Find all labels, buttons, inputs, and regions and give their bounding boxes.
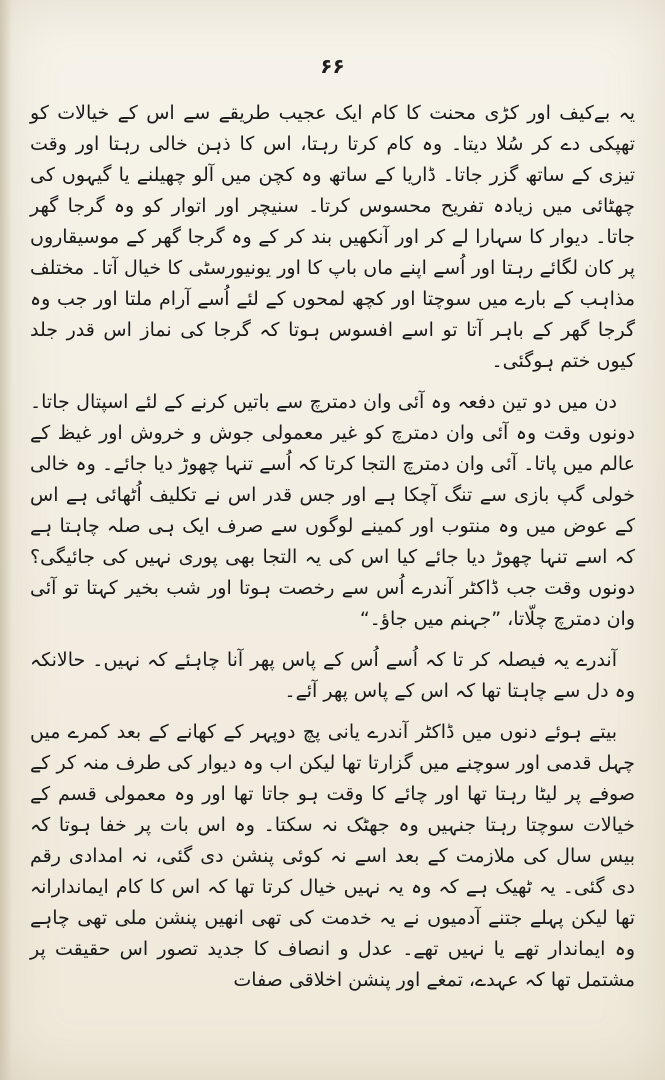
paragraph-3: آندرے یہ فیصلہ کر تا کہ اُسے اُس کے پاس پھر آنا چاہئے کہ نہیں۔ حالانکہ وہ دل سے چاہتا تھا کہ اس کے پاس پھر آئے۔ <box>30 649 635 702</box>
paragraph-2: دن میں دو تین دفعہ وہ آئی وان دمترچ سے باتیں کرنے کے لئے اسپتال جاتا۔ دونوں وقت وہ آئی وان دمترچ کو غیر معمولی جوش و خروش اور غیظ کے عالم میں پاتا۔ آئی وان دمترچ التجا کرتا کہ اُسے تنہا چھوڑ دیا جائے۔ وہ خالی خولی گپ بازی سے تنگ آچکا ہے اور جس قدر اس نے تکلیف اُٹھائی ہے اس کے عوض میں وہ منتوب اور کمینے لوگوں سے صرف ایک ہی صلہ چاہتا ہے کہ اسے تنہا چھوڑ دیا جائے کیا اس کی یہ التجا بھی پوری نہیں کی جائیگی؟ دونوں وقت جب ڈاکٹر آندرے اُس سے رخصت ہوتا اور شب بخیر کہتا تو آئی وان دمترچ چلّاتا، ”جہنم میں جاؤ۔“ <box>30 391 635 630</box>
paragraph-1: یہ بےکیف اور کڑی محنت کا کام ایک عجیب طریقے سے اس کے خیالات کو تھپکی دے کر سُلا دیتا۔ وہ کام کرتا رہتا، اس کا ذہن خالی رہتا اور وقت تیزی کے ساتھ گزر جاتا۔ ڈاریا کے ساتھ وہ کچن میں آلو چھیلنے یا گیہوں کی چھٹائی میں زیادہ تفریح محسوس کرتا۔ سنیچر اور اتوار کو وہ گرجا گھر جاتا۔ دیوار کا سہارا لے کر اور آنکھیں بند کر کے وہ گرجا گھر کے موسیقاروں پر کان لگائے رہتا اور اُسے اپنے ماں باپ کا اور یونیورسٹی کا خیال آتا۔ مختلف مذاہب کے بارے میں سوچتا اور کچھ لمحوں کے لئے اُسے آرام ملتا اور جب وہ گرجا گھر کے باہر آتا تو اسے افسوس ہوتا کہ گرجا کی نماز اس قدر جلد کیوں ختم ہوگئی۔ <box>30 102 635 372</box>
page-binding-edge <box>0 0 12 1080</box>
page-number: ۶۶ <box>320 54 345 78</box>
page-body-text <box>30 98 635 999</box>
paragraph-4: بیتے ہوئے دنوں میں ڈاکٹر آندرے یانی پچ دوپہر کے کھانے کے بعد کمرے میں چہل قدمی اور سوچنے میں گزارتا تھا لیکن اب وہ دیوار کی طرف منہ کر کے صوفے پر لیٹا رہتا تھا اور چائے کا وقت ہو جاتا تھا اور وہ معمولی قسم کے خیالات سوچتا رہتا جنہیں وہ جھٹک نہ سکتا۔ وہ اس بات پر خفا ہوتا کہ بیس سال کی ملازمت کے بعد اسے نہ کوئی پنشن دی گئی، نہ امدادی رقم دی گئی۔ یہ ٹھیک ہے کہ وہ یہ نہیں خیال کرتا تھا کہ اس کا کام ایماندارانہ تھا لیکن پہلے جتنے آدمیوں نے یہ خدمت کی تھی انھیں پنشن ملی تھی چاہے وہ ایماندار تھے یا نہیں تھے۔ عدل و انصاف کا جدید تصور اس حقیقت پر مشتمل تھا کہ عہدے، تمغے اور پنشن اخلاقی صفات <box>30 721 635 991</box>
